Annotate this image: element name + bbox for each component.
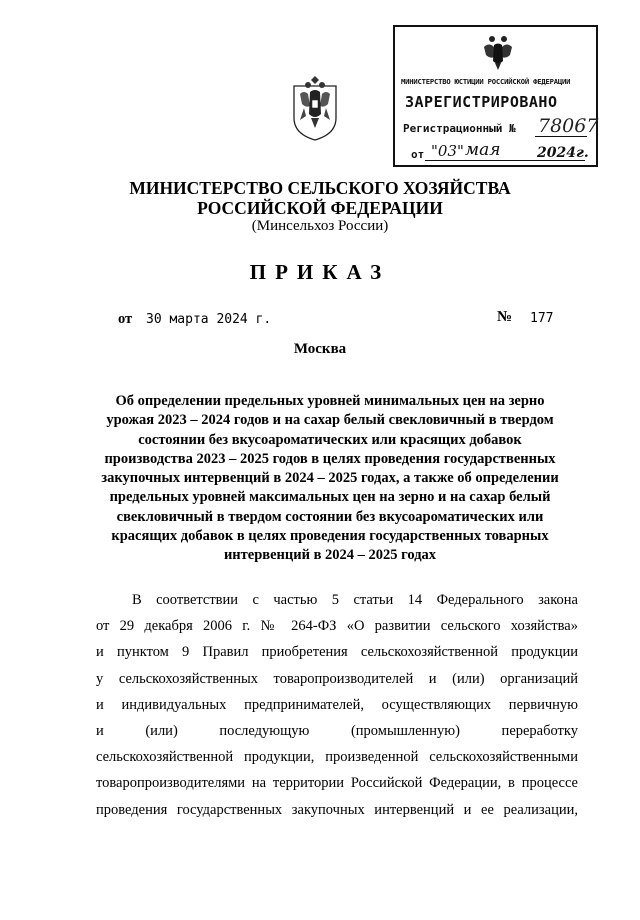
subject-line: красящих добавок в целях проведения государственных товарных bbox=[111, 528, 549, 545]
body-line: В соответствии с частью 5 статьи 14 Федерального закона bbox=[132, 592, 578, 608]
document-type-title: ПРИКАЗ bbox=[249, 260, 391, 284]
number-label: № bbox=[497, 309, 513, 325]
city-name: Москва bbox=[293, 341, 347, 357]
order-body-text bbox=[96, 587, 578, 823]
stamp-reg-number: 78067 bbox=[538, 115, 599, 137]
subject-line: предельных уровней максимальных цен на зерно и на сахар белый bbox=[109, 489, 551, 506]
coat-of-arms-icon bbox=[290, 68, 340, 142]
stamp-registered-label: ЗАРЕГИСТРИРОВАНО bbox=[405, 93, 558, 111]
subject-line: свекловичный в твердом состоянии без вкусоароматических или bbox=[116, 508, 544, 525]
subject-line: закупочных интервенций в 2024 – 2025 годах, а также об определении bbox=[101, 470, 559, 487]
body-line: и (или) последующую (промышленную) переработку bbox=[96, 723, 578, 740]
stamp-underline bbox=[535, 136, 587, 137]
stamp-date-underline bbox=[425, 160, 585, 161]
date-label: от bbox=[118, 311, 133, 327]
body-line: от 29 декабря 2006 г. № 264-ФЗ «О развитии сельского хозяйства» bbox=[96, 618, 578, 635]
body-line: и пунктом 9 Правил приобретения сельскохозяйственной продукции bbox=[96, 644, 578, 661]
ministry-short-name: (Минсельхоз России) bbox=[251, 218, 389, 234]
body-line: у сельскохозяйственных товаропроизводителей и (или) организаций bbox=[96, 670, 578, 687]
body-line: и индивидуальных предпринимателей, осуществляющих первичную bbox=[96, 696, 578, 713]
ministry-name bbox=[0, 178, 640, 218]
stamp-date-month: мая bbox=[465, 140, 501, 160]
order-date: 30 марта 2024 г. bbox=[146, 312, 272, 327]
subject-line: интервенций в 2024 – 2025 годах bbox=[223, 547, 437, 564]
body-line: сельскохозяйственной продукции, произведенной сельскохозяйственными bbox=[96, 749, 578, 766]
stamp-emblem-icon bbox=[480, 33, 516, 71]
order-subject bbox=[100, 392, 560, 566]
body-line: проведения государственных закупочных интервенций и ее реализации, bbox=[96, 801, 578, 818]
registration-stamp bbox=[393, 25, 598, 167]
subject-line: Об определении предельных уровней минимальных цен на зерно bbox=[115, 393, 545, 409]
ministry-name-line2: РОССИЙСКОЙ ФЕДЕРАЦИИ bbox=[197, 198, 443, 218]
stamp-date-day: "03" bbox=[431, 142, 464, 160]
order-number: 177 bbox=[530, 311, 554, 326]
body-line: товаропроизводителями на территории Российской Федерации, в процессе bbox=[96, 775, 578, 792]
subject-line: урожая 2023 – 2024 годов и на сахар белый свекловичный в твердом bbox=[106, 412, 554, 429]
stamp-date-year: 2024г. bbox=[537, 145, 589, 161]
subject-line: производства 2023 – 2025 годов в целях проведения государственных bbox=[104, 450, 556, 467]
stamp-ministry-name: МИНИСТЕРСТВО ЮСТИЦИИ РОССИЙСКОЙ ФЕДЕРАЦИИ bbox=[401, 77, 571, 86]
subject-line: состоянии без вкусоароматических или красящих добавок bbox=[138, 431, 522, 448]
stamp-reg-number-label: Регистрационный № bbox=[403, 122, 516, 135]
stamp-date-prefix: от bbox=[411, 148, 425, 161]
ministry-name-line1: МИНИСТЕРСТВО СЕЛЬСКОГО ХОЗЯЙСТВА bbox=[129, 178, 511, 198]
